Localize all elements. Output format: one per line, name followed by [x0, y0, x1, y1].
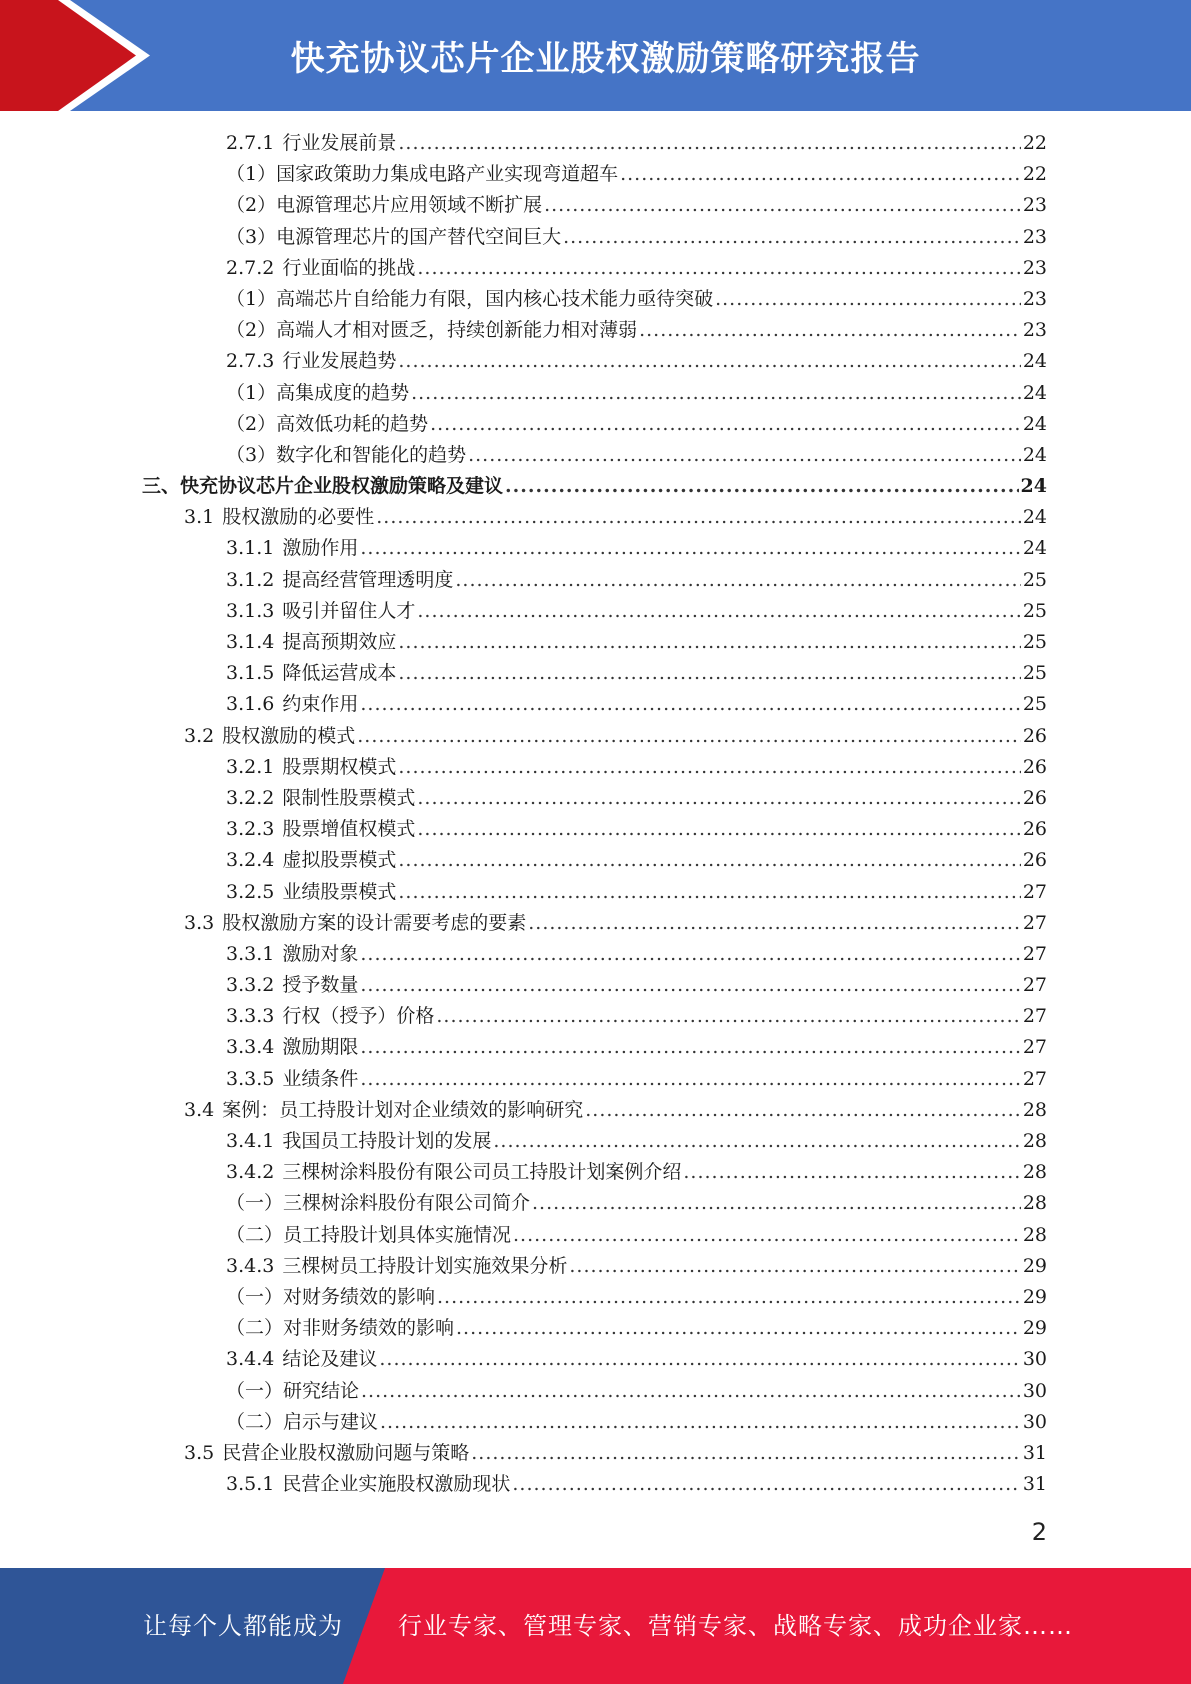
- toc-entry-number: 3.3.2: [226, 974, 275, 997]
- toc-entry[interactable]: [0, 378, 1191, 409]
- toc-entry-title: （3）数字化和智能化的趋势: [226, 443, 467, 466]
- toc-entry-page: 25: [1022, 568, 1047, 591]
- toc-entry-number: 3.1.5: [226, 662, 275, 685]
- toc-entry-title: （一）研究结论: [226, 1379, 360, 1402]
- toc-entry[interactable]: [0, 471, 1191, 502]
- toc-entry-page: 24: [1022, 350, 1047, 373]
- toc-entry-label: [184, 721, 355, 752]
- toc-entry[interactable]: [0, 721, 1191, 752]
- toc-entry[interactable]: [0, 222, 1191, 253]
- toc-dot-leader: [376, 502, 1021, 533]
- toc-entry-page: 27: [1022, 880, 1047, 903]
- toc-entry-label: [226, 1344, 377, 1375]
- table-of-contents: [0, 128, 1191, 1500]
- toc-dot-leader: [569, 1251, 1020, 1282]
- toc-entry-number: 3.4.4: [226, 1348, 275, 1371]
- toc-entry[interactable]: [0, 1282, 1191, 1313]
- toc-dot-leader: [639, 315, 1021, 346]
- toc-entry-label: [226, 1407, 378, 1438]
- toc-entry[interactable]: [0, 814, 1191, 845]
- toc-entry-label: [226, 627, 396, 658]
- toc-entry-page: 26: [1022, 849, 1047, 872]
- toc-entry-label: [226, 440, 466, 471]
- toc-entry[interactable]: [0, 1220, 1191, 1251]
- toc-entry-page: 31: [1022, 1441, 1047, 1464]
- toc-entry[interactable]: [0, 409, 1191, 440]
- toc-entry-title: 我国员工持股计划的发展: [282, 1130, 492, 1152]
- toc-entry[interactable]: [0, 689, 1191, 720]
- toc-dot-leader: [683, 1157, 1020, 1188]
- toc-dot-leader: [563, 222, 1021, 253]
- toc-entry[interactable]: [0, 1251, 1191, 1282]
- toc-entry-number: 3.2.1: [226, 755, 275, 778]
- toc-entry-label: [226, 1188, 530, 1219]
- toc-entry-page: 22: [1022, 132, 1047, 154]
- toc-entry-page: 23: [1022, 319, 1047, 342]
- toc-entry[interactable]: [0, 783, 1191, 814]
- toc-entry-page: 23: [1022, 225, 1047, 248]
- toc-entry-page: 24: [1022, 443, 1047, 466]
- toc-entry-page: 29: [1022, 1285, 1047, 1308]
- toc-entry-number: 3.4.3: [226, 1254, 275, 1277]
- toc-entry-page: 30: [1022, 1348, 1047, 1371]
- toc-entry-number: 3.2: [184, 724, 215, 747]
- toc-entry-page: 25: [1022, 662, 1047, 685]
- toc-entry-title: 业绩条件: [282, 1067, 359, 1090]
- toc-entry-number: 3.1.3: [226, 599, 275, 622]
- toc-entry-page: 27: [1022, 942, 1047, 965]
- toc-entry-page: 24: [1022, 506, 1047, 529]
- toc-entry[interactable]: [0, 658, 1191, 689]
- toc-entry-page: 29: [1022, 1317, 1047, 1340]
- toc-entry-label: [226, 409, 428, 440]
- toc-entry-page: 28: [1022, 1098, 1047, 1121]
- toc-entry-number: 3.1.1: [226, 537, 275, 560]
- toc-entry-title: （1）国家政策助力集成电路产业实现弯道超车: [226, 163, 619, 186]
- footer-slogan-right: 行业专家、管理专家、营销专家、战略专家、成功企业家……: [398, 1612, 1073, 1640]
- toc-entry-title: （1）高端芯片自给能力有限，国内核心技术能力亟待突破: [226, 287, 714, 310]
- toc-entry[interactable]: [0, 939, 1191, 970]
- toc-entry-page: 30: [1022, 1379, 1047, 1402]
- toc-dot-leader: [361, 1376, 1021, 1407]
- toc-entry-label: [184, 1438, 469, 1469]
- toc-entry-title: 约束作用: [282, 693, 359, 716]
- toc-entry-number: 3.5: [184, 1441, 215, 1464]
- toc-entry-number: 3.4.1: [226, 1130, 275, 1152]
- toc-entry-number: 3.1.4: [226, 631, 275, 653]
- toc-entry-label: [226, 658, 396, 689]
- toc-dot-leader: [471, 1438, 1021, 1469]
- toc-entry-number: 3.2.2: [226, 786, 275, 809]
- toc-entry-label: [226, 222, 561, 253]
- toc-entry-number: 3.2.4: [226, 849, 275, 872]
- toc-dot-leader: [436, 1001, 1020, 1032]
- toc-entry-page: 24: [1022, 412, 1047, 435]
- toc-entry-page: 31: [1022, 1473, 1047, 1496]
- toc-entry-label: [226, 783, 415, 814]
- toc-dot-leader: [620, 159, 1021, 190]
- toc-entry-label: [226, 565, 453, 596]
- toc-entry-title: （2）高端人才相对匮乏，持续创新能力相对薄弱: [226, 319, 638, 342]
- toc-entry-label: [226, 284, 713, 315]
- toc-entry[interactable]: [0, 752, 1191, 783]
- toc-dot-leader: [360, 689, 1020, 720]
- toc-entry-label: [226, 190, 542, 221]
- toc-dot-leader: [417, 783, 1020, 814]
- toc-entry-title: 激励期限: [282, 1036, 359, 1059]
- toc-entry-label: [226, 970, 358, 1001]
- toc-entry[interactable]: [0, 1407, 1191, 1438]
- toc-entry-title: 提高预期效应: [282, 631, 397, 653]
- toc-entry[interactable]: [0, 253, 1191, 284]
- toc-entry[interactable]: [0, 1126, 1191, 1157]
- toc-entry-label: [226, 159, 618, 190]
- toc-dot-leader: [437, 1282, 1021, 1313]
- toc-entry[interactable]: [0, 565, 1191, 596]
- header-band: [0, 0, 1191, 111]
- toc-entry-title: 股权激励方案的设计需要考虑的要素: [222, 911, 527, 934]
- toc-entry-label: [226, 596, 415, 627]
- toc-entry-page: 23: [1022, 194, 1047, 217]
- toc-entry-title: 结论及建议: [282, 1348, 378, 1371]
- toc-entry-number: 3.3.1: [226, 942, 275, 965]
- toc-dot-leader: [468, 440, 1021, 471]
- toc-entry[interactable]: [0, 908, 1191, 939]
- toc-entry-title: 吸引并留住人才: [282, 599, 416, 622]
- toc-entry[interactable]: [0, 627, 1191, 658]
- toc-entry-label: [226, 128, 396, 159]
- toc-entry-title: 三棵树涂料股份有限公司员工持股计划案例介绍: [282, 1161, 682, 1184]
- toc-entry-page: 27: [1022, 1067, 1047, 1090]
- toc-entry-label: [226, 1251, 567, 1282]
- toc-entry-title: 激励作用: [282, 537, 359, 560]
- toc-entry-number: 2.7.1: [226, 132, 275, 154]
- toc-entry-label: [226, 939, 358, 970]
- toc-dot-leader: [360, 970, 1020, 1001]
- toc-entry-title: （一）三棵树涂料股份有限公司简介: [226, 1192, 531, 1215]
- toc-entry-page: 24: [1022, 537, 1047, 560]
- toc-entry-label: [184, 908, 526, 939]
- toc-entry-number: 3.5.1: [226, 1473, 275, 1496]
- toc-entry-page: 28: [1022, 1130, 1047, 1152]
- toc-entry-label: [226, 533, 358, 564]
- toc-entry-title: （一）对财务绩效的影响: [226, 1285, 436, 1308]
- toc-entry[interactable]: [0, 440, 1191, 471]
- toc-entry[interactable]: [0, 1188, 1191, 1219]
- toc-entry-page: 26: [1022, 818, 1047, 841]
- toc-entry-title: 激励对象: [282, 942, 359, 965]
- toc-entry-number: 3.3.3: [226, 1005, 275, 1028]
- toc-entry-page: 23: [1022, 256, 1047, 279]
- toc-entry-page: 26: [1022, 755, 1047, 778]
- toc-entry-label: [142, 471, 503, 502]
- toc-entry-title: （2）电源管理芯片应用领域不断扩展: [226, 194, 543, 217]
- toc-dot-leader: [398, 658, 1020, 689]
- toc-entry-label: [226, 1064, 358, 1095]
- toc-entry-page: 28: [1022, 1192, 1047, 1215]
- toc-entry-label: [226, 689, 358, 720]
- toc-entry[interactable]: [0, 284, 1191, 315]
- toc-entry-number: 3.1.6: [226, 693, 275, 716]
- toc-dot-leader: [430, 409, 1021, 440]
- toc-dot-leader: [398, 128, 1020, 159]
- toc-dot-leader: [532, 1188, 1021, 1219]
- toc-entry-label: [226, 315, 637, 346]
- toc-entry-page: 26: [1022, 786, 1047, 809]
- toc-entry-title: 行权（授予）价格: [282, 1005, 435, 1028]
- toc-dot-leader: [715, 284, 1021, 315]
- toc-entry-page: 27: [1022, 911, 1047, 934]
- toc-entry[interactable]: [0, 190, 1191, 221]
- toc-entry-title: 股票增值权模式: [282, 818, 416, 841]
- toc-entry-page: 24: [1022, 381, 1047, 404]
- toc-entry-label: [184, 502, 374, 533]
- toc-entry-page: 29: [1022, 1254, 1047, 1277]
- toc-entry[interactable]: [0, 970, 1191, 1001]
- toc-entry-label: [226, 845, 396, 876]
- toc-entry[interactable]: [0, 1001, 1191, 1032]
- toc-dot-leader: [357, 721, 1021, 752]
- toc-entry-page: 27: [1022, 1005, 1047, 1028]
- toc-entry[interactable]: [0, 596, 1191, 627]
- toc-entry-page: 25: [1022, 631, 1047, 653]
- toc-entry[interactable]: [0, 1313, 1191, 1344]
- toc-entry-label: [226, 1032, 358, 1063]
- toc-entry[interactable]: [0, 1157, 1191, 1188]
- toc-dot-leader: [398, 346, 1020, 377]
- toc-dot-leader: [528, 908, 1021, 939]
- toc-entry-title: 行业面临的挑战: [282, 256, 416, 279]
- toc-entry-title: 股权激励的必要性: [222, 506, 375, 529]
- toc-entry-title: 行业发展前景: [282, 132, 397, 154]
- toc-entry-label: [226, 877, 396, 908]
- toc-entry[interactable]: [0, 1344, 1191, 1375]
- toc-dot-leader: [360, 1032, 1020, 1063]
- toc-entry-page: 26: [1022, 724, 1047, 747]
- toc-entry-label: [226, 1001, 434, 1032]
- toc-entry-label: [226, 1282, 435, 1313]
- toc-entry-label: [226, 814, 415, 845]
- toc-entry-page: 24: [1020, 475, 1047, 498]
- toc-entry-title: 三、快充协议芯片企业股权激励策略及建议: [142, 475, 504, 498]
- toc-entry-label: [226, 378, 409, 409]
- toc-entry-number: 3.4.2: [226, 1161, 275, 1184]
- toc-entry-title: （二）员工持股计划具体实施情况: [226, 1223, 512, 1246]
- toc-entry-title: 股票期权模式: [282, 755, 397, 778]
- toc-dot-leader: [398, 845, 1020, 876]
- toc-entry[interactable]: [0, 128, 1191, 159]
- toc-dot-leader: [360, 533, 1020, 564]
- toc-entry[interactable]: [0, 877, 1191, 908]
- toc-dot-leader: [417, 814, 1020, 845]
- toc-entry-label: [226, 1157, 681, 1188]
- document-title: 快充协议芯片企业股权激励策略研究报告: [290, 39, 921, 79]
- toc-dot-leader: [456, 1313, 1021, 1344]
- toc-dot-leader: [493, 1126, 1020, 1157]
- toc-entry-title: 提高经营管理透明度: [282, 568, 454, 591]
- toc-dot-leader: [411, 378, 1021, 409]
- toc-entry-label: [226, 253, 415, 284]
- toc-entry-page: 23: [1022, 287, 1047, 310]
- toc-dot-leader: [398, 877, 1020, 908]
- toc-entry-label: [226, 1469, 510, 1500]
- toc-entry[interactable]: [0, 1469, 1191, 1500]
- toc-entry[interactable]: [0, 1095, 1191, 1126]
- toc-dot-leader: [380, 1407, 1021, 1438]
- toc-entry-page: 27: [1022, 974, 1047, 997]
- toc-entry-label: [184, 1095, 583, 1126]
- toc-dot-leader: [398, 627, 1020, 658]
- toc-entry-page: 27: [1022, 1036, 1047, 1059]
- toc-entry-label: [226, 1220, 511, 1251]
- toc-entry[interactable]: [0, 1438, 1191, 1469]
- toc-entry-title: 股权激励的模式: [222, 724, 356, 747]
- toc-entry-title: 案例：员工持股计划对企业绩效的影响研究: [222, 1098, 584, 1121]
- toc-entry-title: （3）电源管理芯片的国产替代空间巨大: [226, 225, 562, 248]
- toc-entry-number: 3.2.3: [226, 818, 275, 841]
- toc-dot-leader: [505, 471, 1019, 502]
- toc-entry-title: （二）启示与建议: [226, 1410, 379, 1433]
- toc-entry[interactable]: [0, 845, 1191, 876]
- toc-entry[interactable]: [0, 346, 1191, 377]
- toc-entry-page: 28: [1022, 1161, 1047, 1184]
- toc-entry-title: 授予数量: [282, 974, 359, 997]
- toc-entry-title: （2）高效低功耗的趋势: [226, 412, 429, 435]
- toc-dot-leader: [360, 939, 1020, 970]
- toc-entry-title: 三棵树员工持股计划实施效果分析: [282, 1254, 568, 1277]
- toc-entry-label: [226, 1126, 491, 1157]
- toc-entry-label: [226, 1376, 359, 1407]
- toc-dot-leader: [512, 1469, 1020, 1500]
- toc-entry-number: 2.7.3: [226, 350, 275, 373]
- toc-entry-page: 30: [1022, 1410, 1047, 1433]
- toc-entry-number: 3.3.4: [226, 1036, 275, 1059]
- toc-dot-leader: [544, 190, 1021, 221]
- toc-entry-title: 降低运营成本: [282, 662, 397, 685]
- toc-entry-title: （1）高集成度的趋势: [226, 381, 410, 404]
- toc-entry-number: 3.3.5: [226, 1067, 275, 1090]
- toc-dot-leader: [379, 1344, 1020, 1375]
- toc-entry-number: 3.3: [184, 911, 215, 934]
- toc-entry-title: 虚拟股票模式: [282, 849, 397, 872]
- footer-slogan-left: 让每个人都能成为: [143, 1612, 343, 1640]
- toc-entry[interactable]: [0, 1376, 1191, 1407]
- toc-entry-title: （二）对非财务绩效的影响: [226, 1317, 455, 1340]
- toc-dot-leader: [585, 1095, 1021, 1126]
- toc-entry[interactable]: [0, 315, 1191, 346]
- toc-entry-number: 3.4: [184, 1098, 215, 1121]
- toc-entry[interactable]: [0, 159, 1191, 190]
- toc-dot-leader: [398, 752, 1020, 783]
- toc-entry-label: [226, 752, 396, 783]
- toc-entry-title: 业绩股票模式: [282, 880, 397, 903]
- toc-entry-number: 3.1: [184, 506, 215, 529]
- toc-entry-page: 28: [1022, 1223, 1047, 1246]
- toc-entry-page: 25: [1022, 693, 1047, 716]
- toc-entry-title: 限制性股票模式: [282, 786, 416, 809]
- toc-dot-leader: [417, 596, 1020, 627]
- footer-banner: [0, 1568, 1191, 1684]
- toc-entry[interactable]: [0, 1064, 1191, 1095]
- page-number: 2: [1031, 1518, 1047, 1546]
- toc-entry[interactable]: [0, 533, 1191, 564]
- toc-dot-leader: [360, 1064, 1020, 1095]
- toc-entry-label: [226, 1313, 454, 1344]
- toc-entry-number: 3.2.5: [226, 880, 275, 903]
- toc-entry-title: 民营企业股权激励问题与策略: [222, 1441, 470, 1464]
- toc-entry-number: 2.7.2: [226, 256, 275, 279]
- toc-dot-leader: [513, 1220, 1021, 1251]
- toc-entry-label: [226, 346, 396, 377]
- toc-dot-leader: [417, 253, 1020, 284]
- toc-entry[interactable]: [0, 502, 1191, 533]
- toc-entry-page: 22: [1022, 163, 1047, 186]
- toc-entry-title: 民营企业实施股权激励现状: [282, 1473, 511, 1496]
- toc-entry-title: 行业发展趋势: [282, 350, 397, 373]
- toc-dot-leader: [455, 565, 1020, 596]
- toc-entry-number: 3.1.2: [226, 568, 275, 591]
- toc-entry-page: 25: [1022, 599, 1047, 622]
- toc-entry[interactable]: [0, 1032, 1191, 1063]
